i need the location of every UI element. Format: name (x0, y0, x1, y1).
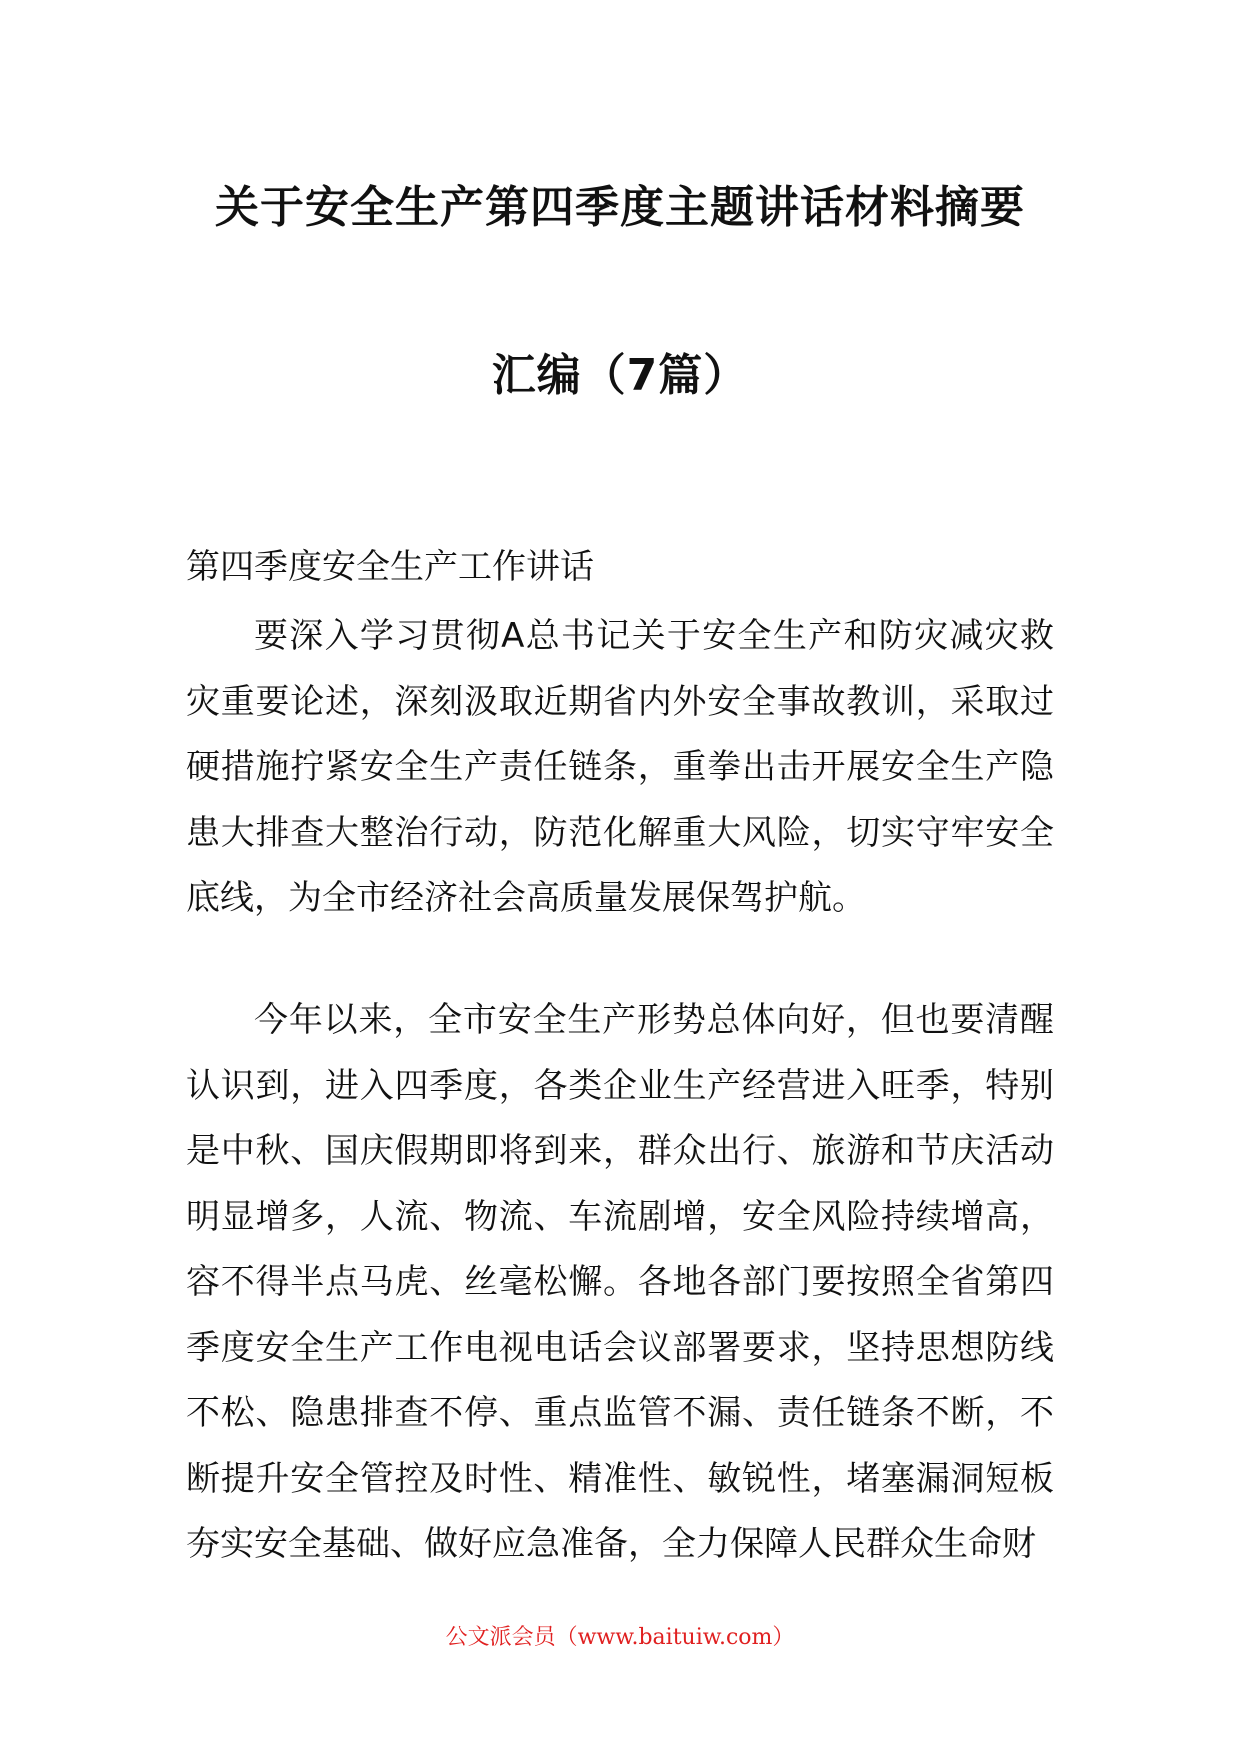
paragraph-1-container (186, 604, 1054, 932)
paragraph-2-container (186, 988, 1054, 1578)
document-title-line-2: 汇编（7篇） (491, 350, 749, 401)
footer-watermark-text: 公文派会员（www.baituiw.com） (445, 1625, 795, 1650)
document-title-line-1: 关于安全生产第四季度主题讲话材料摘要 (215, 182, 1025, 233)
section-heading: 第四季度安全生产工作讲话 (186, 547, 594, 587)
paragraph-1: 要深入学习贯彻A总书记关于安全生产和防灾减灾救灾重要论述，深刻汲取近期省内外安全事故教训，采取过硬措施拧紧安全生产责任链条，重拳出击开展安全生产隐患大排查大整治行动，防范化解重大风险，切实守牢安全底线，为全市经济社会高质量发展保驾护航。 (186, 616, 1054, 918)
paragraph-2: 今年以来，全市安全生产形势总体向好，但也要清醒认识到，进入四季度，各类企业生产经营进入旺季，特别是中秋、国庆假期即将到来，群众出行、旅游和节庆活动明显增多，人流、物流、车流剧增，安全风险持续增高，容不得半点马虎、丝毫松懈。各地各部门要按照全省第四季度安全生产工作电视电话会议部署要求，坚持思想防线不松、隐患排查不停、重点监管不漏、责任链条不断，不断提升安全管控及时性、精准性、敏锐性，堵塞漏洞短板夯实安全基础、做好应急准备，全力保障人民群众生命财 (186, 1000, 1054, 1564)
